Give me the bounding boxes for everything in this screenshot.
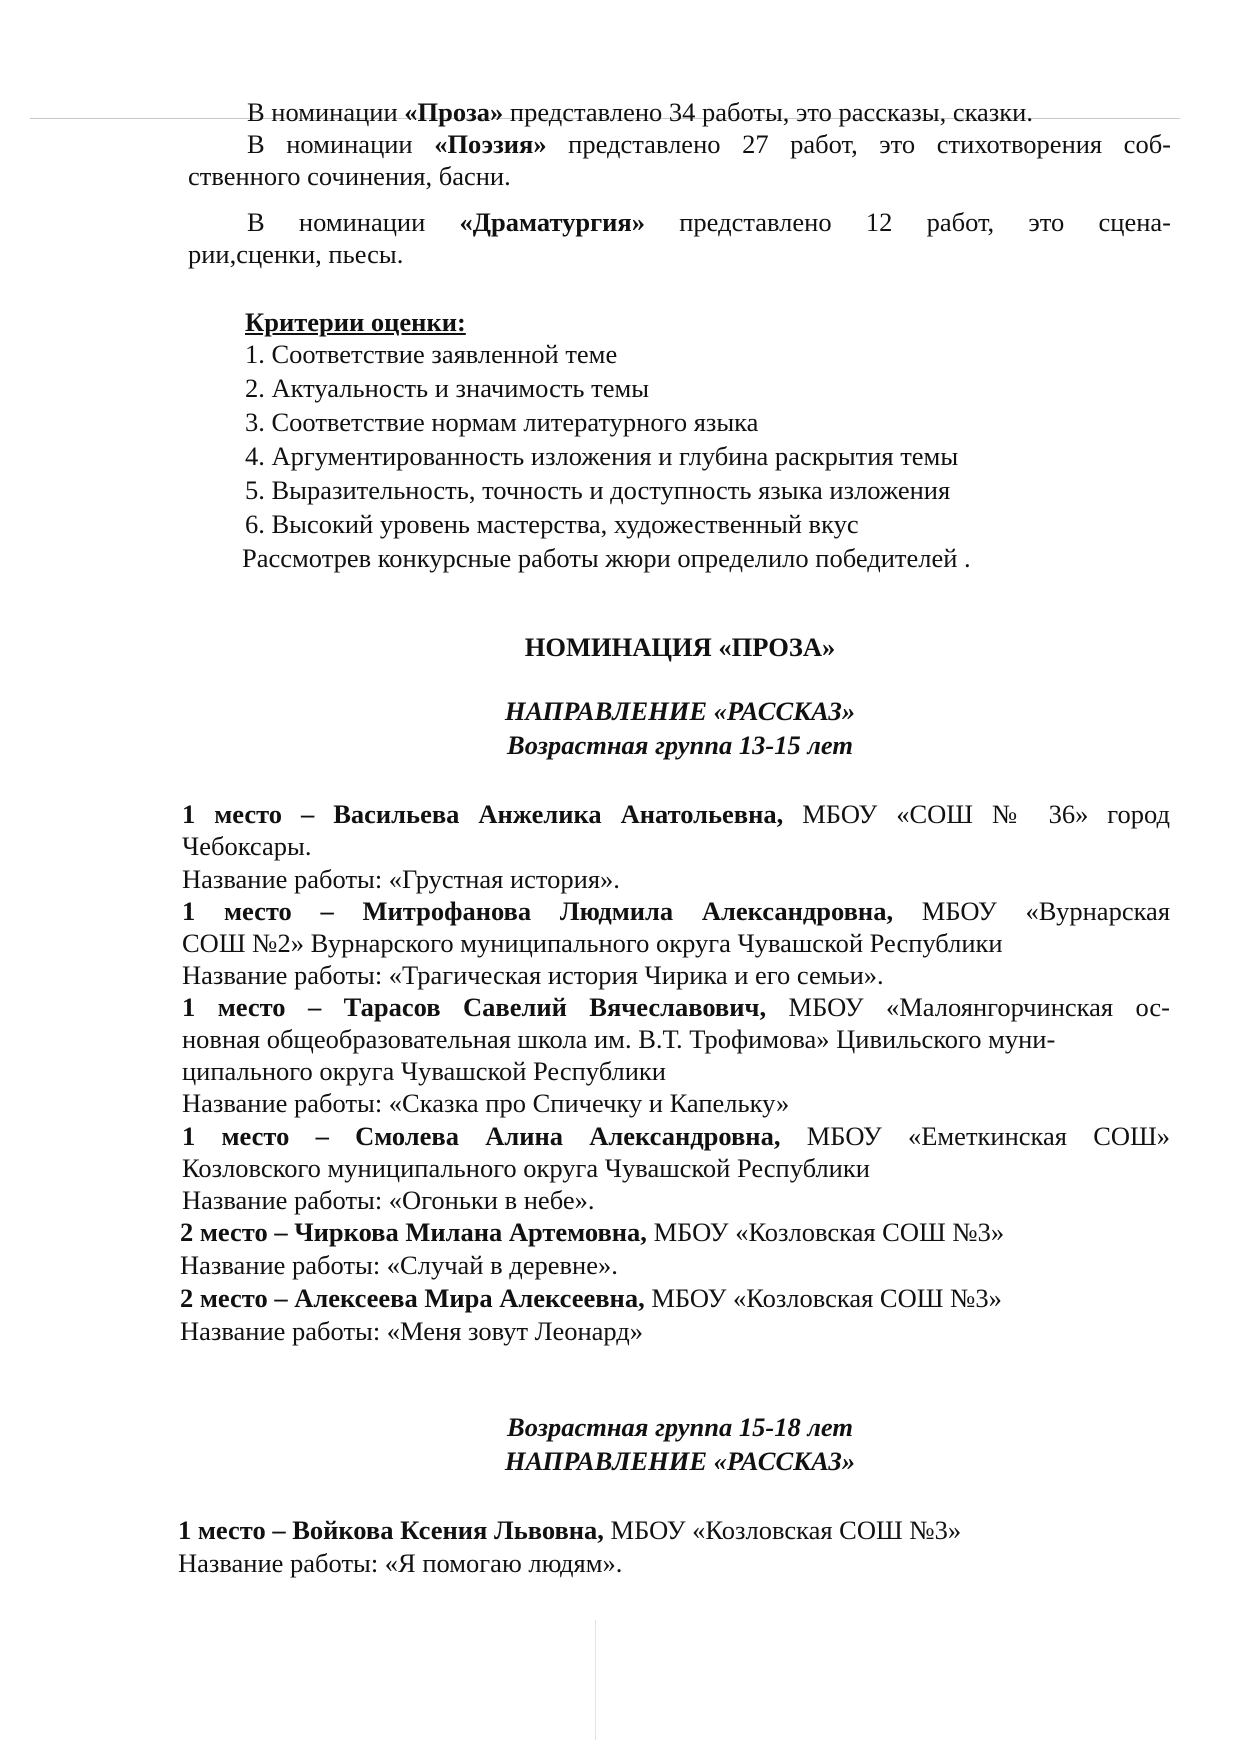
criteria-heading: Критерии оценки: [245,307,466,337]
scan-artifact-line [595,1620,596,1740]
criteria-item: 4. Аргументированность изложения и глубина раскрытия темы [245,441,959,471]
intro-poetry-cont: ственного сочинения, басни. [188,161,511,191]
text: представлено 34 работы, это рассказы, сказки. [503,97,1033,127]
criteria-item: 6. Высокий уровень мастерства, художественный вкус [245,509,859,539]
nomination-name: «Поэзия» [434,129,547,159]
nomination-name: «Проза» [404,97,504,127]
intro-drama-cont: рии,сценки, пьесы. [188,239,404,269]
work-title: Название работы: «Я помогаю людям». [178,1548,623,1578]
school-text: МБОУ «Малоянгорчинская ос- [766,992,1170,1022]
text: В номинации [247,129,435,159]
age-group-heading: Возрастная группа 13-15 лет [507,730,853,760]
criteria-item: 2. Актуальность и значимость темы [245,373,650,403]
school-text: Чебоксары. [182,831,312,861]
work-title: Название работы: «Сказка про Спичечку и Капельку» [182,1088,790,1118]
winner-name: 1 место – Смолева Алина Александровна, [182,1121,781,1151]
winner-entry-line [182,991,1170,1023]
winner-entry-line [182,1120,1170,1152]
work-title: Название работы: «Трагическая история Чирика и его семьи». [182,960,884,990]
winner-name: 1 место – Васильева Анжелика Анатольевна, [182,799,784,829]
work-title: Название работы: «Случай в деревне». [180,1250,618,1280]
direction-heading: НАПРАВЛЕНИЕ «РАССКАЗ» [504,1446,856,1476]
school-text: МБОУ «Еметкинская СОШ» [780,1121,1170,1151]
winner-name: 2 место – Чиркова Милана Артемовна, [180,1217,647,1247]
winner-entry-line [178,1514,961,1546]
winner-name: 1 место – Войкова Ксения Львовна, [178,1515,604,1545]
age-group-heading: Возрастная группа 15-18 лет [507,1412,853,1442]
intro-drama-line [247,206,1171,238]
winner-entry-line [180,1216,1004,1248]
criteria-item: 5. Выразительность, точность и доступность языка изложения [245,475,951,505]
winner-name: 2 место – Алексеева Мира Алексеевна, [180,1283,645,1313]
school-text: МБОУ «Вурнарская [893,896,1171,926]
criteria-conclusion: Рассмотрев конкурсные работы жюри определило победителей . [242,543,971,573]
criteria-item: 3. Соответствие нормам литературного языка [245,407,759,437]
school-text: СОШ №2» Вурнарского муниципального округа Чувашской Республики [182,928,1003,958]
school-text: МБОУ «Козловская СОШ №3» [644,1283,1002,1313]
text: В номинации [247,207,460,237]
school-text: ципального округа Чувашской Республики [182,1056,666,1086]
text: В номинации [247,97,405,127]
winner-name: 1 место – Тарасов Савелий Вячеславович, [182,992,767,1022]
work-title: Название работы: «Грустная история». [182,864,620,894]
nomination-name: «Драматургия» [459,207,645,237]
winner-entry-line [182,798,1170,830]
work-title: Название работы: «Огоньки в небе». [182,1185,595,1215]
school-text: новная общеобразовательная школа им. В.Т. Трофимова» Цивильского муни- [182,1024,1056,1054]
winner-entry-line [182,895,1170,927]
work-title: Название работы: «Меня зовут Леонард» [180,1316,644,1346]
school-text: МБОУ «Козловская СОШ №3» [603,1515,962,1545]
criteria-item: 1. Соответствие заявленной теме [245,339,618,369]
intro-poetry-line [247,128,1171,160]
winner-name: 1 место – Митрофанова Людмила Александровна, [182,896,894,926]
intro-prose-line [247,96,1033,128]
winner-entry-line [180,1282,1002,1314]
text: представлено 12 работ, это сцена- [645,207,1172,237]
school-text: МБОУ «СОШ № 36» город [783,799,1170,829]
school-text: МБОУ «Козловская СОШ №3» [646,1217,1005,1247]
school-text: Козловского муниципального округа Чувашской Республики [182,1153,870,1183]
nomination-heading: НОМИНАЦИЯ «ПРОЗА» [524,632,836,662]
direction-heading: НАПРАВЛЕНИЕ «РАССКАЗ» [504,696,856,726]
text: представлено 27 работ, это стихотворения соб- [546,129,1172,159]
